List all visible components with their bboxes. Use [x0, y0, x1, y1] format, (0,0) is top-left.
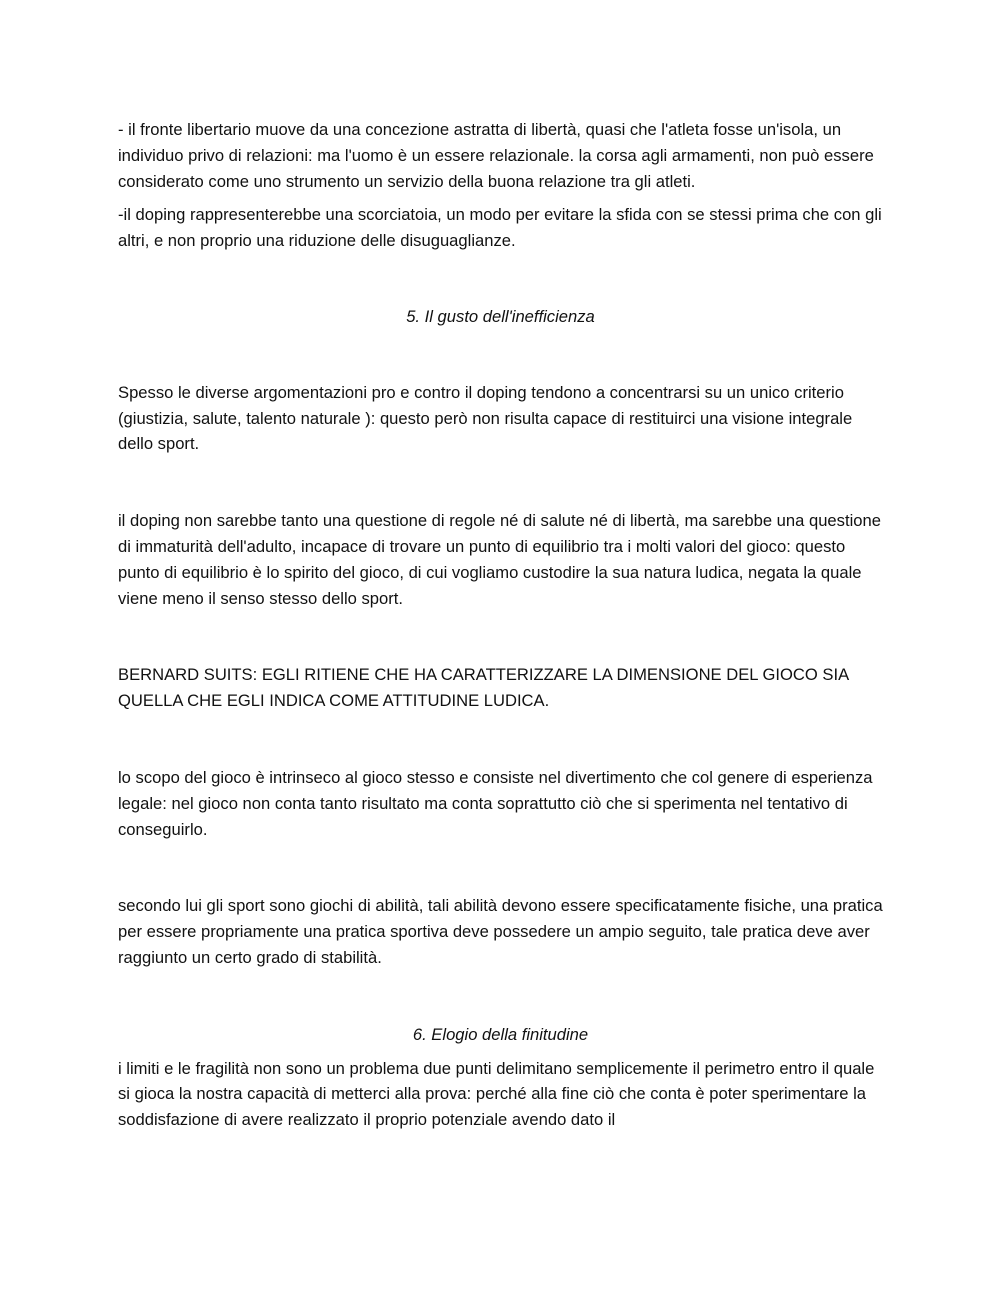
paragraph-bernard-suits: BERNARD SUITS: EGLI RITIENE CHE HA CARATTERIZZARE LA DIMENSIONE DEL GIOCO SIA QUELLA CHE EGLI INDICA COME ATTITUDINE LUDICA. — [118, 665, 849, 711]
document-body — [118, 117, 883, 1133]
paragraph-limits: i limiti e le fragilità non sono un problema due punti delimitano semplicemente il perimetro entro il quale si gioca la nostra capacità di metterci alla prova: perché alla fine ciò che conta è poter sperimentare la soddisfazione di avere realizzato il proprio potenziale avendo dato il — [118, 1058, 875, 1130]
paragraph-game-purpose: lo scopo del gioco è intrinseco al gioco stesso e consiste nel divertimento che col genere di esperienza legale: nel gioco non conta tanto risultato ma conta soprattutto ciò che si sperimenta nel tentativo di conseguirlo. — [118, 767, 873, 839]
section-5-heading: 5. Il gusto dell'inefficienza — [406, 306, 595, 326]
paragraph-arguments: Spesso le diverse argomentazioni pro e contro il doping tendono a concentrarsi su un unico criterio (giustizia, salute, talento naturale ): questo però non risulta capace di restituirci una visione integrale dello sport. — [118, 382, 853, 454]
paragraph-sports-skills: secondo lui gli sport sono giochi di abilità, tali abilità devono essere specificatamente fisiche, una pratica per essere propriamente una pratica sportiva deve possedere un ampio seguito, tale pratica deve aver raggiunto un certo grado di stabilità. — [118, 896, 883, 967]
paragraph-libertarian-front: - il fronte libertario muove da una concezione astratta di libertà, quasi che l'atleta fosse un'isola, un individuo privo di relazioni: ma l'uomo è un essere relazionale. la corsa agli armamenti, non può essere considerato come uno strumento un servizio della buona relazione tra gli atleti. — [118, 120, 874, 191]
section-6-heading: 6. Elogio della finitudine — [412, 1024, 589, 1044]
paragraph-doping-shortcut: -il doping rappresenterebbe una scorciatoia, un modo per evitare la sfida con se stessi prima che con gli altri, e non proprio una riduzione delle disuguaglianze. — [118, 205, 882, 251]
paragraph-immaturity: il doping non sarebbe tanto una questione di regole né di salute né di libertà, ma sarebbe una questione di immaturità dell'adulto, incapace di trovare un punto di equilibrio tra i molti valori del gioco: questo punto di equilibrio è lo spirito del gioco, di cui vogliamo custodire la sua natura ludica, negata la quale viene meno il senso stesso dello sport. — [118, 511, 881, 608]
